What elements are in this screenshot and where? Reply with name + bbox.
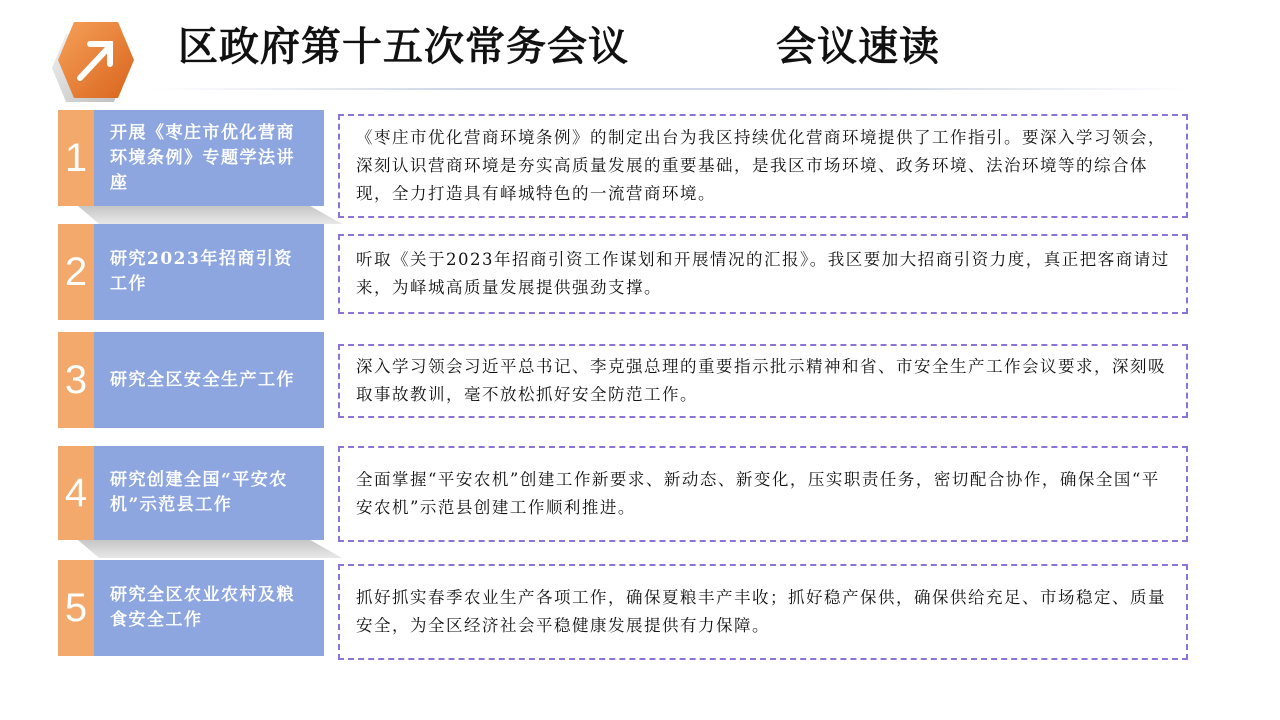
item-label: 研究全区安全生产工作 (94, 332, 324, 428)
item-number: 5 (58, 560, 94, 656)
item-content: 抓好抓实春季农业生产各项工作，确保夏粮丰产丰收；抓好稳产保供，确保供给充足、市场稳定、质量安全，为全区经济社会平稳健康发展提供有力保障。 (338, 564, 1188, 660)
item-content: 《枣庄市优化营商环境条例》的制定出台为我区持续优化营商环境提供了工作指引。要深入学习领会，深刻认识营商环境是夯实高质量发展的重要基础，是我区市场环境、政务环境、法治环境等的综合体现，全力打造具有峄城特色的一流营商环境。 (338, 114, 1188, 218)
item-number: 4 (58, 446, 94, 540)
agenda-item-2 (58, 224, 1190, 320)
item-number: 3 (58, 332, 94, 428)
header-divider (150, 88, 1190, 90)
item-content: 全面掌握“平安农机”创建工作新要求、新动态、新变化，压实职责任务，密切配合协作，确保全国“平安农机”示范县创建工作顺利推进。 (338, 446, 1188, 542)
agenda-item-5 (58, 560, 1190, 660)
item-content: 听取《关于2023年招商引资工作谋划和开展情况的汇报》。我区要加大招商引资力度，真正把客商请过来，为峄城高质量发展提供强劲支撑。 (338, 234, 1188, 314)
page-title: 区政府第十五次常务会议 (178, 24, 629, 70)
item-content: 深入学习领会习近平总书记、李克强总理的重要指示批示精神和省、市安全生产工作会议要求，深刻吸取事故教训，毫不放松抓好安全防范工作。 (338, 344, 1188, 418)
arrow-up-right-icon (44, 16, 142, 106)
agenda-item-3 (58, 332, 1190, 428)
item-number: 2 (58, 224, 94, 320)
item-label: 研究2023年招商引资工作 (94, 224, 324, 320)
agenda-item-1 (58, 110, 1190, 230)
item-shadow (78, 206, 342, 224)
item-number: 1 (58, 110, 94, 206)
logo-badge (44, 16, 142, 106)
page-subtitle: 会议速读 (776, 24, 940, 70)
item-shadow (78, 540, 342, 558)
item-label: 开展《枣庄市优化营商环境条例》专题学法讲座 (94, 110, 324, 206)
item-label: 研究创建全国“平安农机”示范县工作 (94, 446, 324, 540)
item-label: 研究全区农业农村及粮食安全工作 (94, 560, 324, 656)
agenda-item-4 (58, 446, 1190, 554)
